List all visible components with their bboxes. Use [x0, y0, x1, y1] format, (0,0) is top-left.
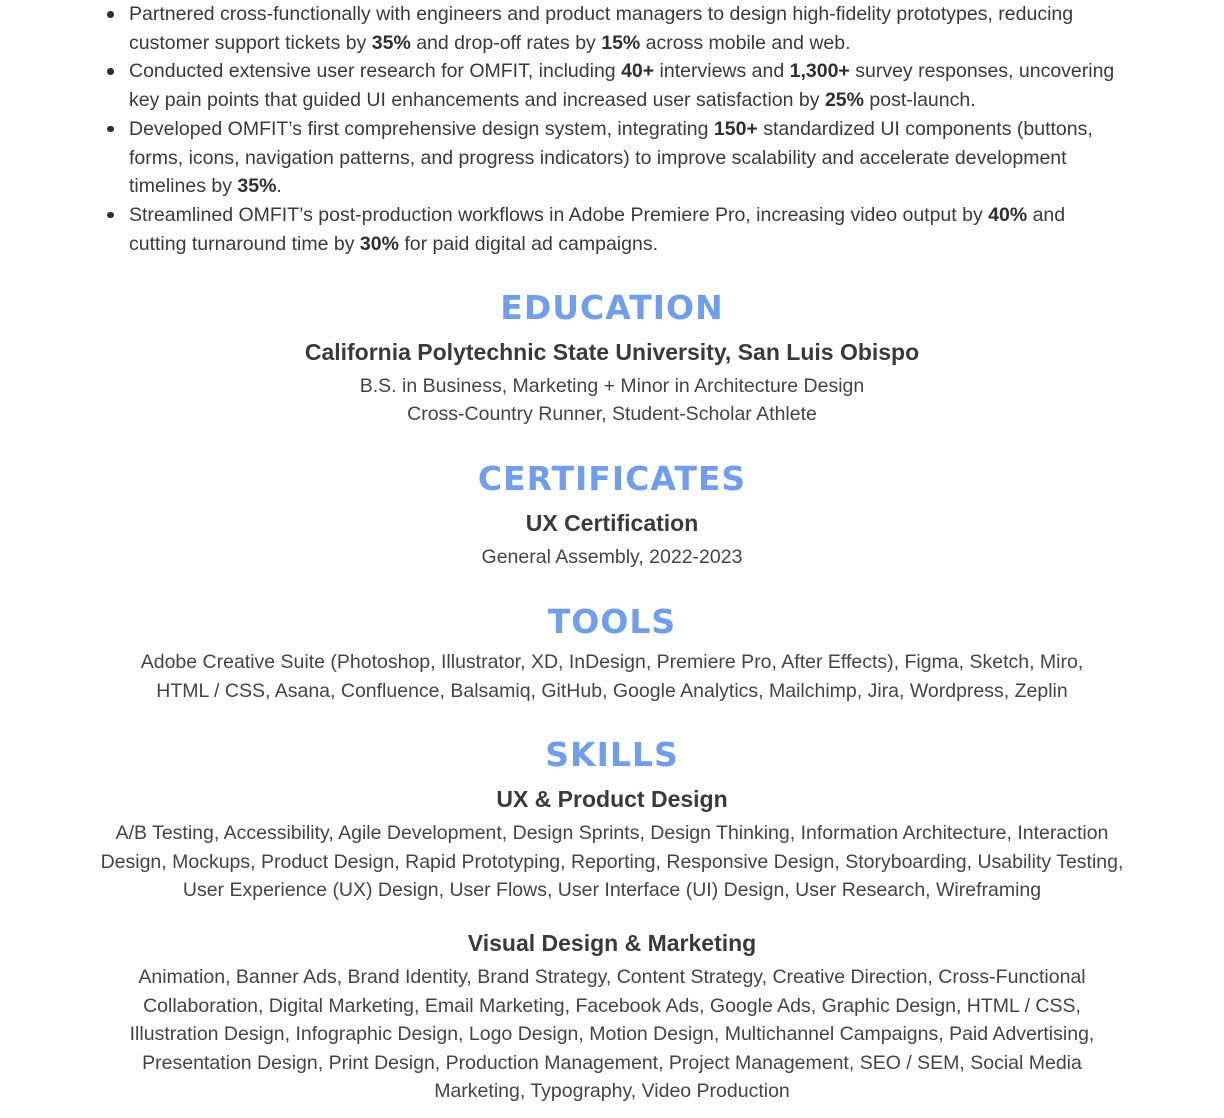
bullet-metric: 25% — [824, 89, 864, 112]
tools-heading: TOOLS — [547, 602, 677, 641]
education-school: California Polytechnic State University, San Luis Obispo — [304, 339, 920, 365]
education-heading: EDUCATION — [500, 288, 724, 327]
bullet-text: interviews and — [654, 60, 790, 83]
experience-bullet — [100, 115, 1120, 201]
tools-list: Adobe Creative Suite (Photoshop, Illustrator, XD, InDesign, Premiere Pro, After Effects), Figma, Sketch, Miro, HTML / CSS, Asana, Confluence, Balsamiq, GitHub, Google Analytics, Mailchimp, Jira, Wordpress, Zeplin — [140, 651, 1084, 702]
bullet-text: Conducted extensive user research for OMFIT, including — [129, 60, 622, 83]
bullet-metric: 1,300+ — [789, 60, 850, 83]
bullet-metric: 35% — [237, 175, 277, 198]
skills-visual-list: Animation, Banner Ads, Brand Identity, Brand Strategy, Content Strategy, Creative Direction, Cross-Functional Collaboration, Digital Marketing, Email Marketing, Facebook Ads, Google Ads, Graphic Design, HTML / CSS, Illustration Design, Infographic Design, Logo Design, Motion Design, Multichannel Campaigns, Paid Advertising, Presentation Design, Print Design, Production Management, Project Management, SEO / SEM, Social Media Marketing, Typography, Video Production — [129, 966, 1095, 1103]
experience-bullet — [100, 57, 1120, 114]
bullet-metric: 40% — [988, 203, 1028, 226]
bullet-text: Partnered cross-functionally with engineers and product managers to design high-fidelity prototypes, reducing customer support tickets by — [129, 3, 1074, 54]
bullet-text: post-launch. — [863, 89, 976, 112]
education-activities: Cross-Country Runner, Student-Scholar Athlete — [407, 403, 817, 425]
certificates-heading: CERTIFICATES — [477, 459, 747, 498]
bullet-metric: 35% — [371, 31, 411, 54]
bullet-text: for paid digital ad campaigns. — [398, 232, 658, 255]
skills-visual-title: Visual Design & Marketing — [467, 930, 757, 956]
bullet-text: Developed OMFIT’s first comprehensive design system, integrating — [129, 117, 714, 140]
experience-bullet — [100, 201, 1120, 258]
bullet-metric: 30% — [359, 232, 399, 255]
bullet-text: . — [276, 175, 282, 198]
bullet-metric: 15% — [601, 31, 641, 54]
bullet-text: survey responses, uncovering key pain points that guided UI enhancements and increased user satisfaction by — [129, 60, 1115, 112]
bullet-text: standardized UI components (buttons, forms, icons, navigation patterns, and progress indicators) to improve scalability and accelerate development timelines by — [129, 117, 1093, 198]
experience-bullet-list — [100, 0, 1120, 258]
education-degree: B.S. in Business, Marketing + Minor in Architecture Design — [359, 375, 865, 397]
skills-ux-title: UX & Product Design — [496, 786, 728, 812]
bullet-metric: 40+ — [621, 60, 655, 83]
bullet-metric: 150+ — [713, 117, 758, 140]
bullet-text: and drop-off rates by — [410, 31, 602, 54]
certificate-name: UX Certification — [525, 510, 699, 536]
bullet-text: and cutting turnaround time by — [129, 203, 1066, 255]
skills-heading: SKILLS — [545, 735, 679, 774]
bullet-text: across mobile and web. — [640, 31, 851, 54]
bullet-text: Streamlined OMFIT’s post-production workflows in Adobe Premiere Pro, increasing video output by — [129, 203, 989, 226]
skills-ux-list: A/B Testing, Accessibility, Agile Development, Design Sprints, Design Thinking, Information Architecture, Interaction Design, Mockups, Product Design, Rapid Prototyping, Reporting, Responsive Design, Storyboarding, Usability Testing, User Experience (UX) Design, User Flows, User Interface (UI) Design, User Research, Wireframing — [100, 822, 1124, 902]
experience-bullet — [100, 0, 1120, 57]
certificate-issuer: General Assembly, 2022-2023 — [481, 546, 743, 568]
